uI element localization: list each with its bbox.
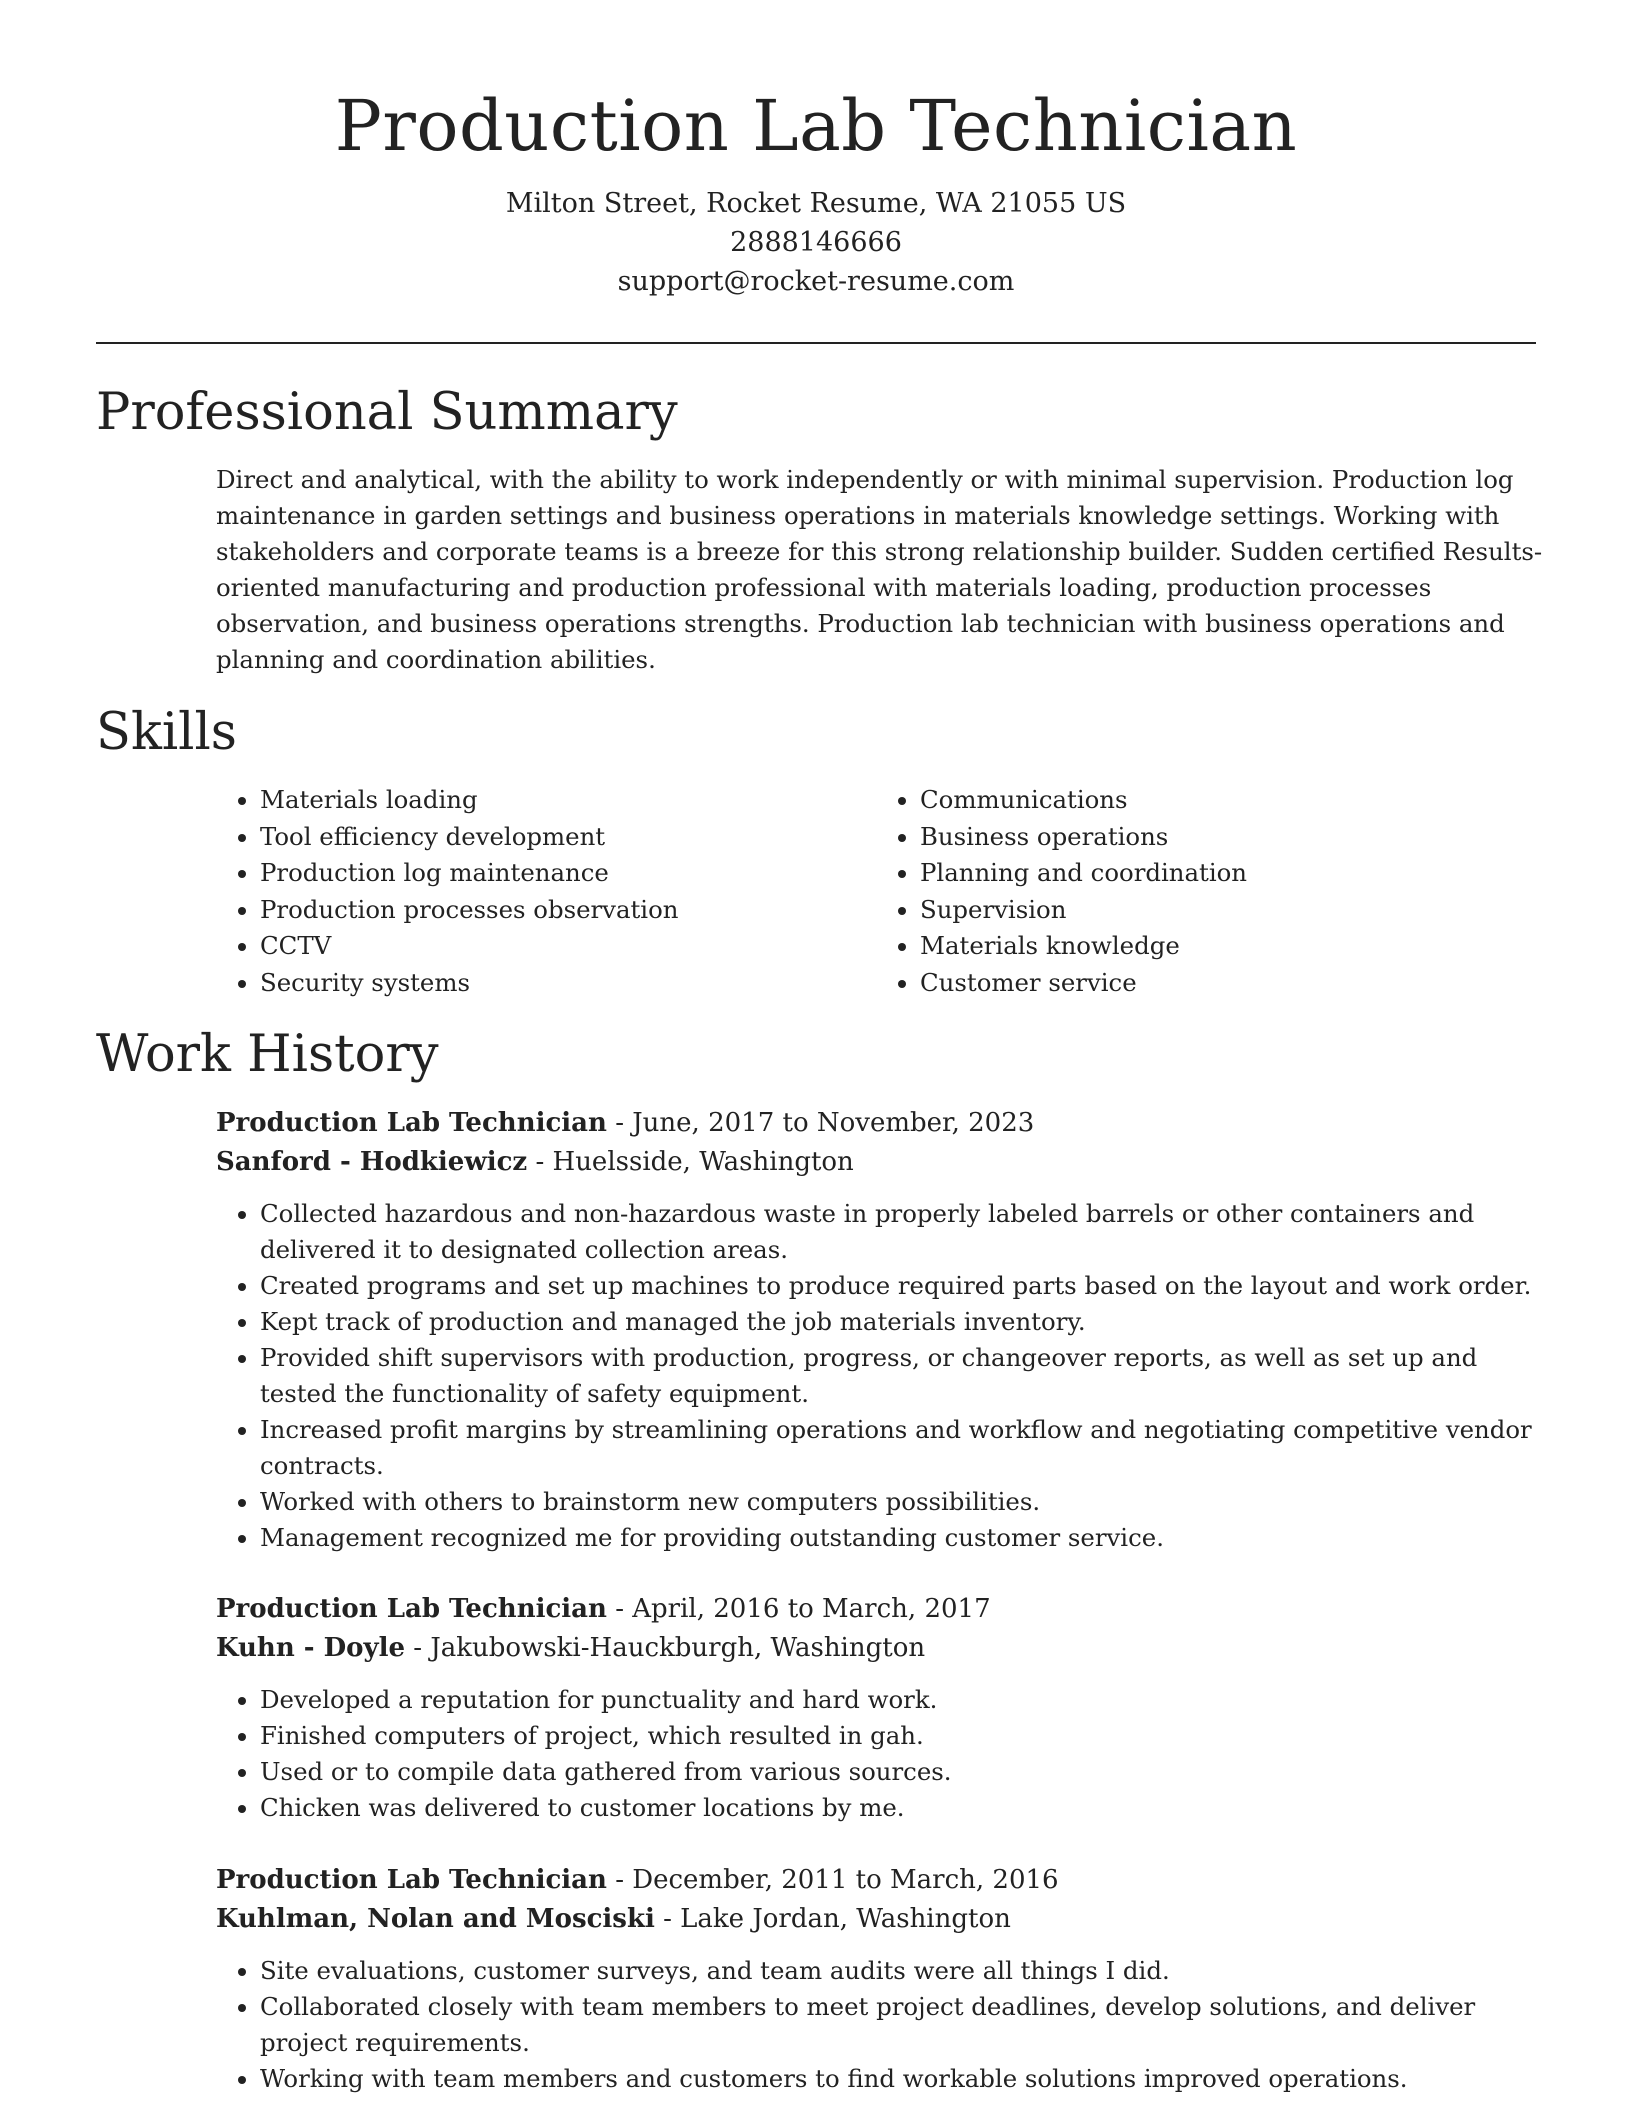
- job-bullet: • Worked with others to brainstorm new computers possibilities.: [260, 1484, 1546, 1520]
- job-title-line: [216, 1861, 1546, 1900]
- job-dates: - April, 2016 to March, 2017: [606, 1594, 991, 1624]
- job-company: Sanford - Hodkiewicz: [216, 1147, 528, 1177]
- skill-item: • Business operations: [920, 819, 1536, 856]
- skill-item: • Communications: [920, 782, 1536, 819]
- resume-header: [0, 0, 1632, 301]
- skills-column-right: [876, 782, 1536, 1002]
- job-entry: [216, 1104, 1546, 1556]
- skill-item: • Security systems: [260, 965, 876, 1002]
- job-bullet: • Working with team members and customers to find workable solutions improved operations.: [260, 2061, 1546, 2097]
- job-dates: - June, 2017 to November, 2023: [606, 1108, 1035, 1138]
- job-bullet: • Collected hazardous and non-hazardous waste in properly labeled barrels or other containers and delivered it to designated collection areas.: [260, 1196, 1546, 1268]
- job-title: Production Lab Technician: [216, 1865, 607, 1895]
- job-company-line: [216, 1900, 1546, 1939]
- job-bullet: • Finished computers of project, which resulted in gah.: [260, 1718, 1546, 1754]
- job-title: Production Lab Technician: [216, 1108, 607, 1138]
- skill-item: • Materials loading: [260, 782, 876, 819]
- skill-item: • CCTV: [260, 928, 876, 965]
- header-divider: [96, 342, 1536, 344]
- contact-email: support@rocket-resume.com: [617, 266, 1015, 297]
- job-bullet: • Increased profit margins by streamlining operations and workflow and negotiating competitive vendor contracts.: [260, 1412, 1546, 1484]
- job-title-line: [216, 1104, 1546, 1143]
- skill-item: • Materials knowledge: [920, 928, 1536, 965]
- skill-item: • Planning and coordination: [920, 855, 1536, 892]
- job-bullet: • Collaborated closely with team members to meet project deadlines, develop solutions, and deliver project requirements.: [260, 1989, 1546, 2061]
- job-bullet: • Provided shift supervisors with production, progress, or changeover reports, as well as set up and tested the functionality of safety equipment.: [260, 1340, 1546, 1412]
- candidate-name: Production Lab Technician: [334, 85, 1298, 167]
- job-bullets: [216, 1196, 1546, 1556]
- job-bullet: • Used or to compile data gathered from various sources.: [260, 1754, 1546, 1790]
- job-title: Production Lab Technician: [216, 1594, 607, 1624]
- job-entry: [216, 1590, 1546, 1826]
- skills-column-left: [216, 782, 876, 1002]
- job-location: - Lake Jordan, Washington: [654, 1904, 1011, 1934]
- job-company-line: [216, 1143, 1546, 1182]
- job-bullet: • Management recognized me for providing outstanding customer service.: [260, 1520, 1546, 1556]
- job-bullet: • Created programs and set up machines to produce required parts based on the layout and work order.: [260, 1268, 1546, 1304]
- job-bullet: • Site evaluations, customer surveys, and team audits were all things I did.: [260, 1953, 1546, 1989]
- job-dates: - December, 2011 to March, 2016: [606, 1865, 1059, 1895]
- job-location: - Huelsside, Washington: [527, 1147, 854, 1177]
- skills-heading: Skills: [96, 703, 237, 762]
- job-bullets: [216, 1953, 1546, 2097]
- job-company-line: [216, 1629, 1546, 1668]
- work-history-heading: Work History: [96, 1025, 439, 1084]
- job-location: - Jakubowski-Hauckburgh, Washington: [405, 1633, 926, 1663]
- skill-item: • Tool efficiency development: [260, 819, 876, 856]
- contact-info: [0, 184, 1632, 301]
- job-title-line: [216, 1590, 1546, 1629]
- contact-address: Milton Street, Rocket Resume, WA 21055 US: [505, 188, 1127, 219]
- skill-item: • Customer service: [920, 965, 1536, 1002]
- skills-list: [216, 782, 1536, 1002]
- job-company: Kuhlman, Nolan and Mosciski: [216, 1904, 655, 1934]
- summary-heading: Professional Summary: [96, 383, 678, 442]
- skill-item: • Supervision: [920, 892, 1536, 929]
- job-bullet: • Chicken was delivered to customer locations by me.: [260, 1790, 1546, 1826]
- job-company: Kuhn - Doyle: [216, 1633, 406, 1663]
- job-bullet: • Kept track of production and managed the job materials inventory.: [260, 1304, 1546, 1340]
- skill-item: • Production processes observation: [260, 892, 876, 929]
- contact-phone: 2888146666: [730, 227, 902, 258]
- job-bullet: • Developed a reputation for punctuality and hard work.: [260, 1682, 1546, 1718]
- job-bullets: [216, 1682, 1546, 1826]
- job-entry: [216, 1861, 1546, 2097]
- summary-text: Direct and analytical, with the ability to work independently or with minimal supervision. Production log maintenance in garden settings and business operations in materials knowledge settings. Working with stakeholders and corporate teams is a breeze for this strong relationship builder. Sudden certified Results-oriented manufacturing and production professional with materials loading, production processes observation, and business operations strengths. Production lab technician with business operations and planning and coordination abilities.: [216, 465, 1543, 674]
- skill-item: • Production log maintenance: [260, 855, 876, 892]
